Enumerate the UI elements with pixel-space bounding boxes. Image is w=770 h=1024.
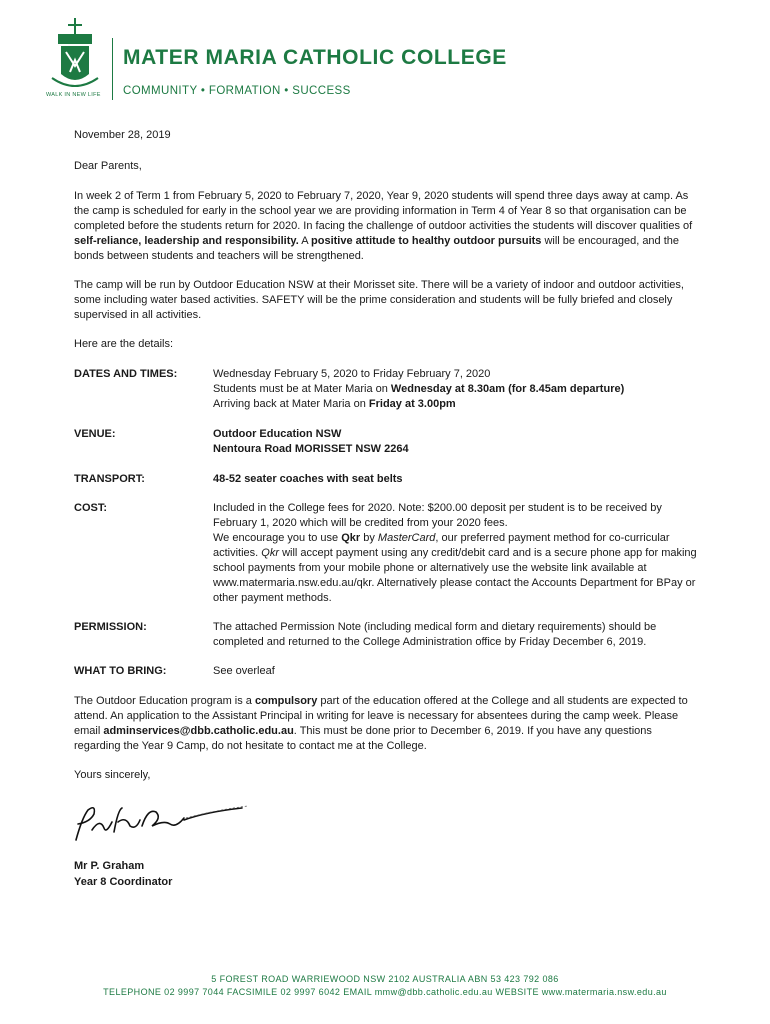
bring-value: See overleaf bbox=[213, 665, 275, 677]
venue-value: Outdoor Education NSW Nentoura Road MORISSET NSW 2264 bbox=[213, 428, 409, 455]
transport-value: 48-52 seater coaches with seat belts bbox=[213, 473, 403, 485]
venue-label: VENUE: bbox=[74, 428, 116, 440]
compulsory-paragraph: The Outdoor Education program is a compulsory part of the education offered at the College and all students are expected to attend. An application to the Assistant Principal in writing for leave is necessary for absentees during the camp week. Please email adminservices@dbb.catholic.edu.au. This must be done prior to December 6, 2019. If you have any questions regarding the Year 9 Camp, do not hesitate to contact me at the College. bbox=[74, 695, 688, 752]
letterhead bbox=[44, 16, 544, 102]
admin-email: adminservices@dbb.catholic.edu.au bbox=[103, 725, 294, 737]
dates-value: Wednesday February 5, 2020 to Friday February 7, 2020 Students must be at Mater Maria on Wednesday at 8.30am (for 8.45am departure) Arriving back at Mater Maria on Friday at 3.00pm bbox=[213, 368, 625, 410]
footer-address: 5 FOREST ROAD WARRIEWOOD NSW 2102 AUSTRALIA ABN 53 423 792 086 bbox=[211, 974, 559, 984]
signer-title: Year 8 Coordinator bbox=[74, 876, 173, 888]
college-motto: COMMUNITY • FORMATION • SUCCESS bbox=[123, 85, 351, 97]
letter-date: November 28, 2019 bbox=[74, 129, 171, 141]
permission-value: The attached Permission Note (including medical form and dietary requirements) should be completed and returned to the College Administration office by Friday December 6, 2019. bbox=[213, 621, 657, 648]
college-crest-icon bbox=[44, 16, 106, 100]
details-intro: Here are the details: bbox=[74, 338, 174, 350]
bring-label: WHAT TO BRING: bbox=[74, 665, 167, 677]
camp-paragraph: The camp will be run by Outdoor Education NSW at their Morisset site. There will be a variety of indoor and outdoor activities, some including water based activities. SAFETY will be the prime consideration and students will be fully briefed and closely supervised in all activities. bbox=[74, 279, 684, 321]
intro-paragraph: In week 2 of Term 1 from February 5, 2020 to February 7, 2020, Year 9, 2020 students will spend three days away at camp. As the camp is scheduled for early in the school year we are providing information in Term 4 of Year 8 so that organisation can be completed before the students return for 2020. In facing the challenge of outdoor activities the students will discover qualities of self-reliance, leadership and responsibility. A positive attitude to healthy outdoor pursuits will be encouraged, and the bonds between students and teachers will be strengthened. bbox=[74, 190, 693, 262]
footer-contact: TELEPHONE 02 9997 7044 FACSIMILE 02 9997 6042 EMAIL mmw@dbb.catholic.edu.au WEBSITE www.matermaria.nsw.edu.au bbox=[103, 987, 667, 997]
cost-value: Included in the College fees for 2020. Note: $200.00 deposit per student is to be received by February 1, 2020 which will be credited from your 2020 fees. We encourage you to use Qkr by MasterCard, our preferred payment method for co-curricular activities. Qkr will accept payment using any credit/debit card and is a secure phone app for making school payments from your mobile phone or alternatively use the website link available at www.matermaria.nsw.edu.au/qkr. Alternatively please contact the Accounts Department for BPay or other payment methods. bbox=[213, 502, 697, 604]
cost-label: COST: bbox=[74, 502, 107, 514]
transport-label: TRANSPORT: bbox=[74, 473, 145, 485]
signer-name: Mr P. Graham bbox=[74, 860, 145, 872]
signature-icon bbox=[66, 800, 256, 850]
permission-label: PERMISSION: bbox=[74, 621, 147, 633]
header-divider bbox=[112, 38, 113, 100]
crest-tagline: WALK IN NEW LIFE bbox=[46, 92, 101, 98]
dates-label: DATES AND TIMES: bbox=[74, 368, 178, 380]
salutation: Dear Parents, bbox=[74, 160, 142, 172]
closing: Yours sincerely, bbox=[74, 769, 151, 781]
college-name: MATER MARIA CATHOLIC COLLEGE bbox=[123, 46, 507, 69]
